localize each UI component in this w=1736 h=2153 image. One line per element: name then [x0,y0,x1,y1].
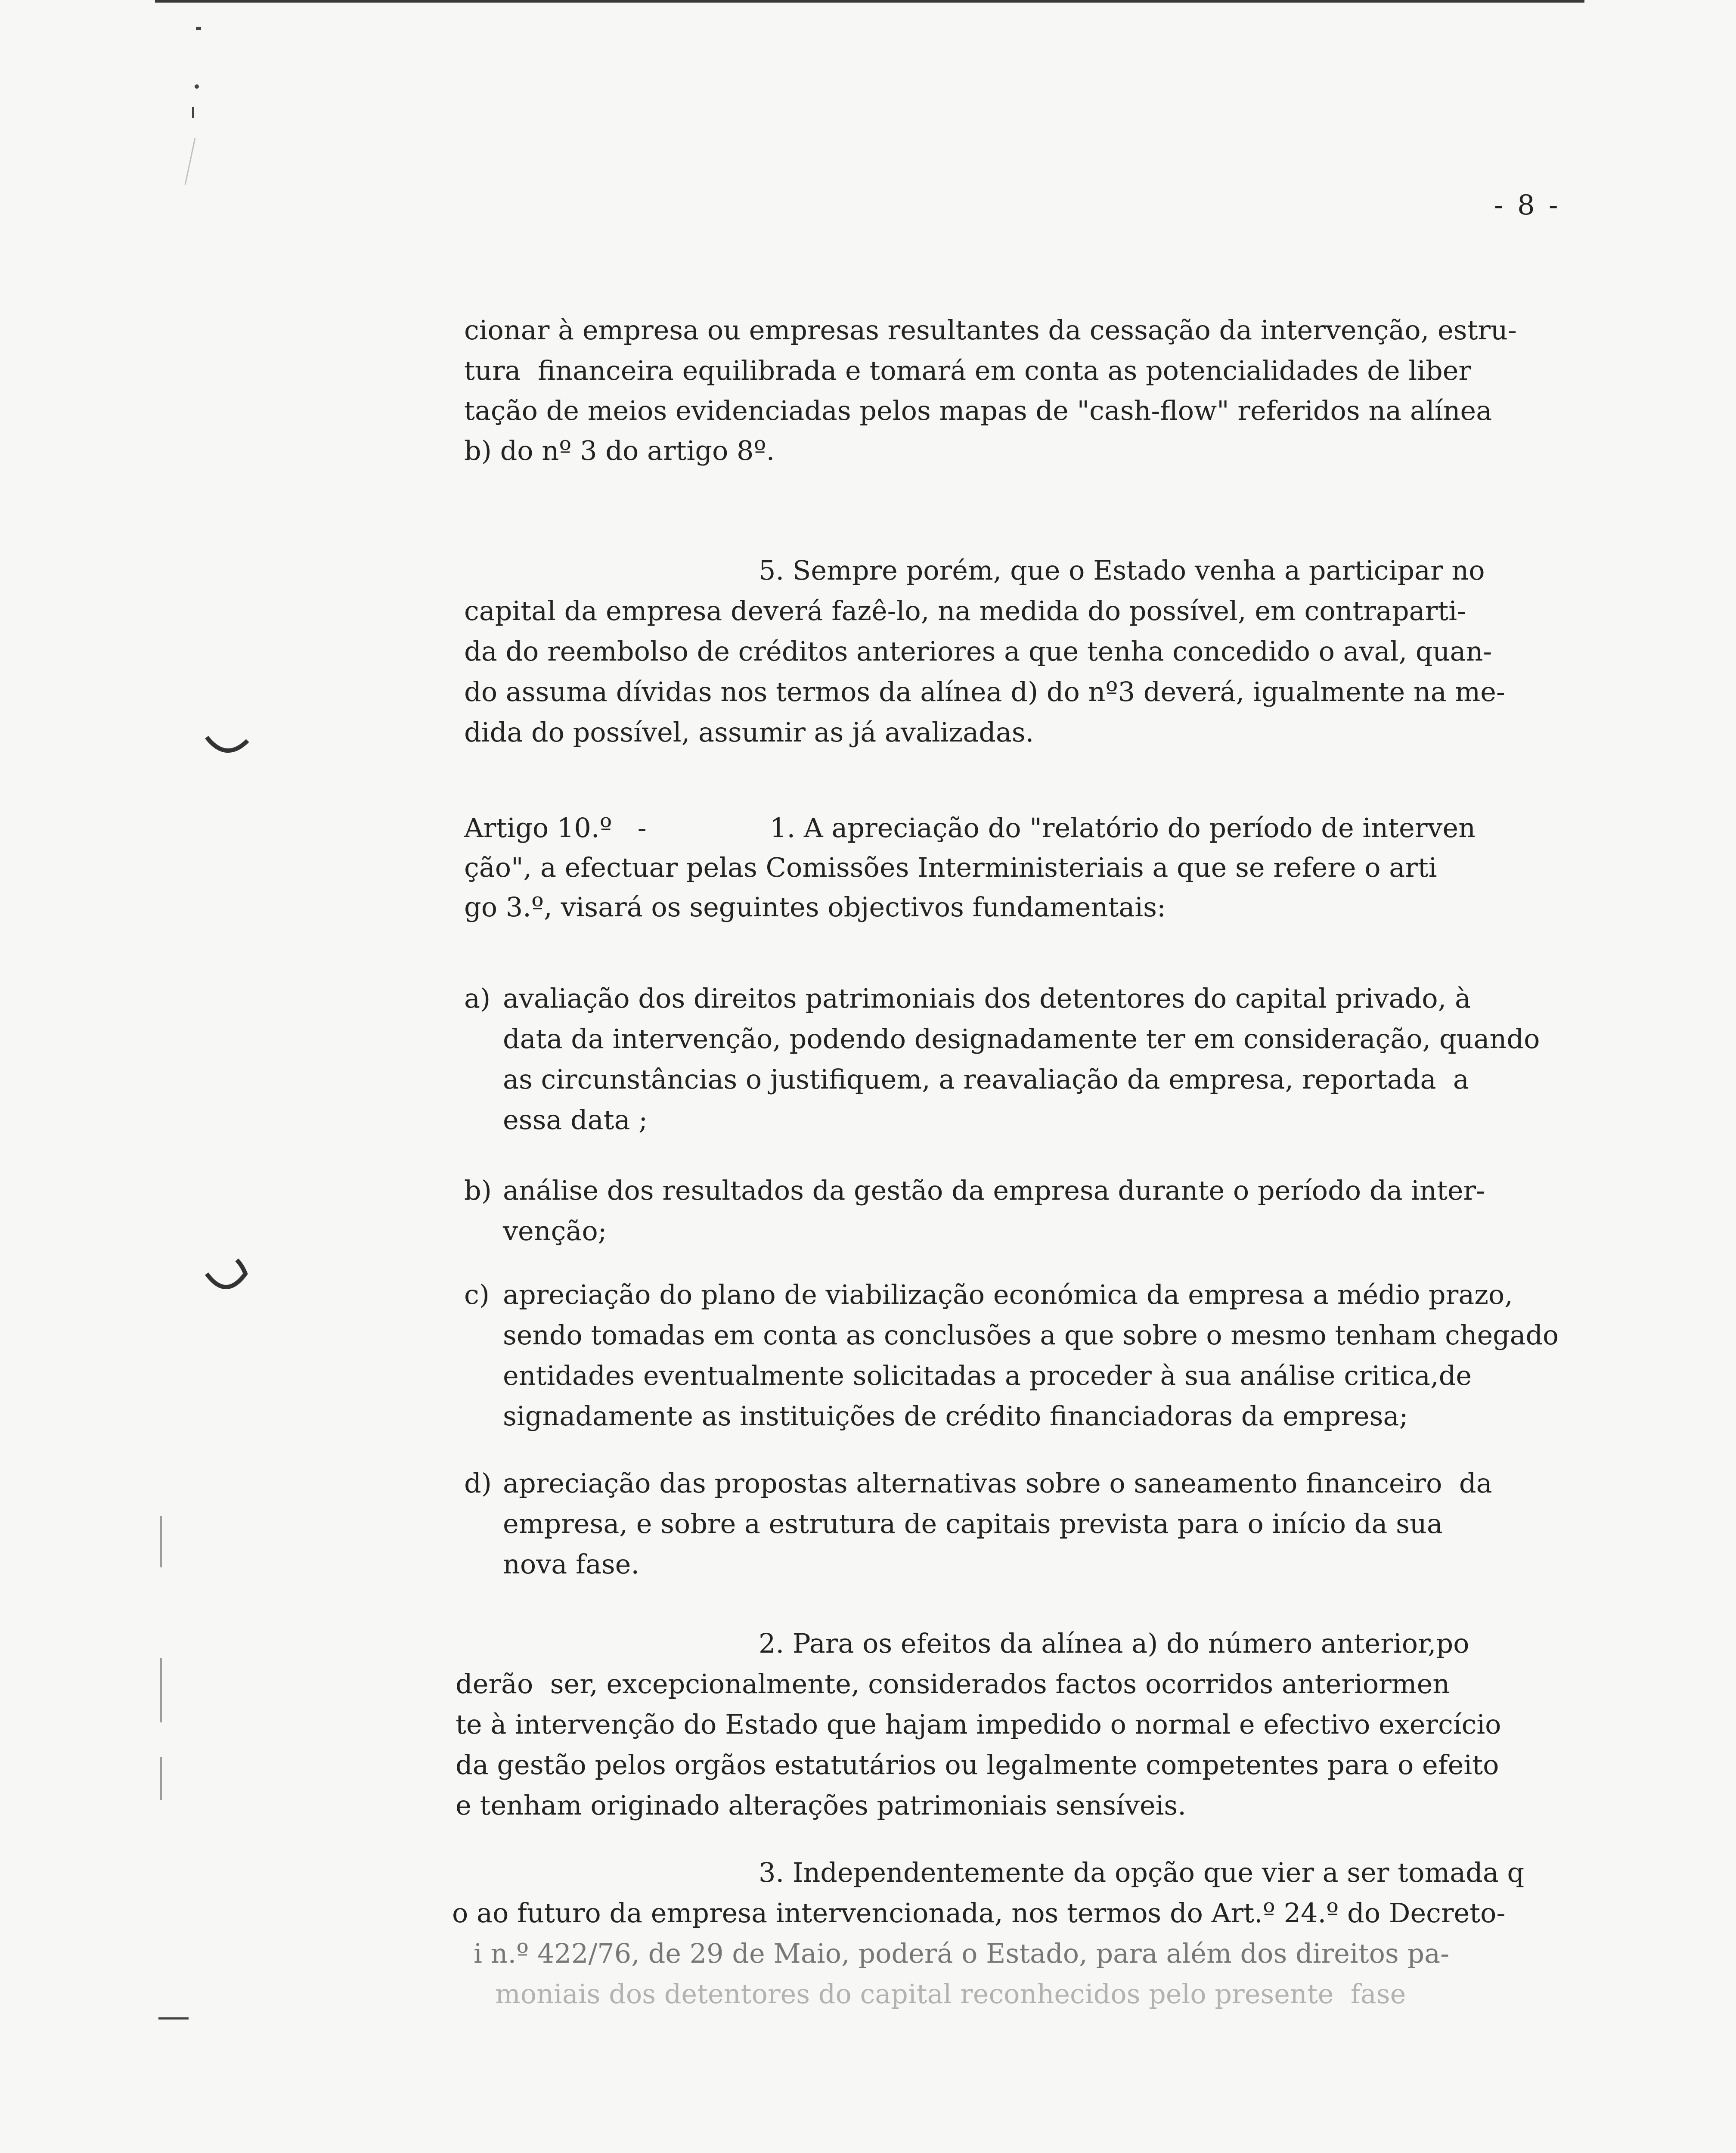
item-marker: d) [464,1467,492,1499]
text-line: do assuma dívidas nos termos da alínea d) do nº3 deverá, igualmente na me- [464,676,1505,707]
margin-mark [196,27,201,30]
text-line: apreciação do plano de viabilização económica da empresa a médio prazo, [503,1279,1513,1310]
text-line: data da intervenção, podendo designadamente ter em consideração, quando [503,1023,1540,1055]
text-line: análise dos resultados da gestão da empresa durante o período da inter- [503,1175,1485,1206]
text-line: o ao futuro da empresa intervencionada, nos termos do Art.º 24.º do Decreto- [452,1897,1506,1929]
punch-hole-mark [202,1257,254,1300]
article-heading: Artigo 10.º - [464,812,647,844]
list-item-a [0,934,1540,1135]
text-line: da gestão pelos orgãos estatutários ou legalmente competentes para o efeito [456,1749,1499,1781]
text-line: derão ser, excepcionalmente, considerados factos ocorridos anteriormen [456,1668,1450,1700]
text-line: capital da empresa deverá fazê-lo, na medida do possível, em contraparti- [464,595,1466,627]
margin-mark [158,2017,189,2020]
punch-hole-mark [202,732,254,766]
text-line: tação de meios evidenciadas pelos mapas de "cash-flow" referidos na alínea [464,395,1492,426]
text-line: da do reembolso de créditos anteriores a que tenha concedido o aval, quan- [464,636,1492,667]
item-marker: c) [464,1279,490,1310]
margin-mark [195,84,199,89]
text-line: tura financeira equilibrada e tomará em conta as potencialidades de liber [464,355,1472,386]
text-line: moniais dos detentores do capital reconhecidos pelo presente fase [495,1978,1406,2010]
text-line: apreciação das propostas alternativas sobre o saneamento financeiro da [503,1467,1492,1499]
text-line: essa data ; [503,1104,648,1135]
text-line: cionar à empresa ou empresas resultantes da cessação da intervenção, estru- [464,314,1517,346]
text-line: nova fase. [503,1548,640,1580]
item-marker: a) [464,983,491,1014]
text-line: entidades eventualmente solicitadas a proceder à sua análise critica,de [503,1360,1472,1391]
text-line: dida do possível, assumir as já avalizadas. [464,717,1034,748]
text-line: 2. Para os efeitos da alínea a) do número anterior,po [759,1628,1469,1659]
text-line: avaliação dos direitos patrimoniais dos detentores do capital privado, à [503,983,1471,1014]
margin-mark [192,107,194,118]
item-marker: b) [464,1175,492,1206]
text-line: 3. Independentemente da opção que vier a ser tomada q [759,1857,1525,1888]
text-line: 1. A apreciação do "relatório do período de interven [770,812,1476,844]
text-line: e tenham originado alterações patrimoniais sensíveis. [456,1790,1186,1821]
margin-mark [160,1658,162,1722]
text-line: ção", a efectuar pelas Comissões Interministeriais a que se refere o arti [464,852,1437,883]
text-line: i n.º 422/76, de 29 de Maio, poderá o Estado, para além dos direitos pa- [474,1938,1450,1969]
text-line: as circunstâncias o justifiquem, a reavaliação da empresa, reportada a [503,1064,1469,1095]
text-line: venção; [503,1215,607,1247]
text-line: go 3.º, visará os seguintes objectivos fundamentais: [464,891,1166,923]
margin-mark [185,138,196,185]
text-line: signadamente as instituições de crédito financiadoras da empresa; [503,1400,1408,1432]
text-line: b) do nº 3 do artigo 8º. [464,435,775,466]
paragraph-continuation [0,107,1517,466]
page-number: - 8 - [1494,189,1561,221]
top-border-line [155,0,1584,3]
margin-mark [160,1757,162,1800]
text-line: te à intervenção do Estado que hajam impedido o normal e efectivo exercício [456,1709,1501,1740]
margin-mark [160,1516,162,1567]
text-line: 5. Sempre porém, que o Estado venha a participar no [759,555,1485,586]
text-line: sendo tomadas em conta as conclusões a que sobre o mesmo tenham chegado [503,1319,1559,1351]
text-line: empresa, e sobre a estrutura de capitais prevista para o início da sua [503,1508,1443,1539]
